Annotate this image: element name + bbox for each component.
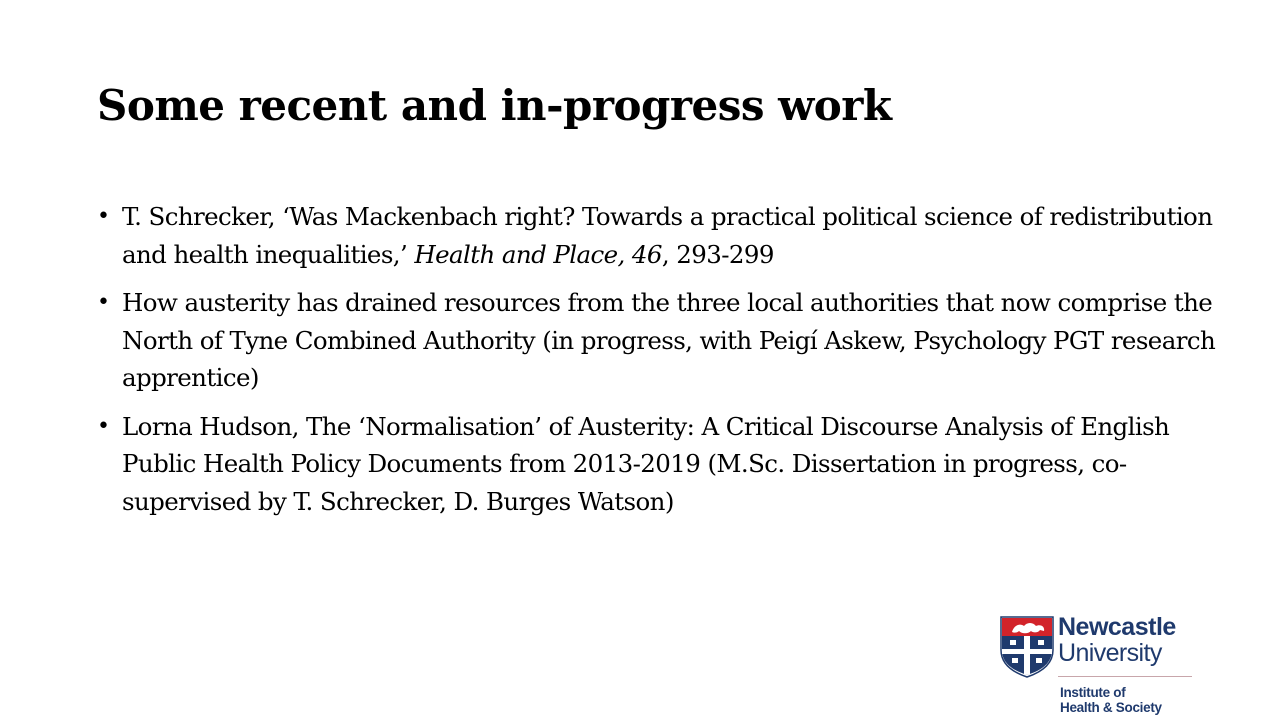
university-crest-icon [1000, 616, 1054, 678]
institute-name-line1: Institute of [1060, 685, 1126, 700]
bullet-text: Lorna Hudson, The ‘Normalisation’ of Austerity: A Critical Discourse Analysis of English Public Health Policy Documents from 2013-2019 (M.Sc. Dissertation in progress, co-supervised by T. Schrecker, D. Burges Watson) [122, 411, 1170, 516]
bullet-dot: • [97, 290, 110, 315]
university-name-line2: University [1058, 639, 1162, 667]
bullet-item-2 [97, 284, 1217, 397]
bullet-text-pages: , 293-299 [661, 239, 774, 269]
logo-divider [1058, 676, 1192, 677]
bullet-list [97, 198, 1217, 531]
university-name [1058, 614, 1176, 666]
university-name-line1: Newcastle [1058, 613, 1176, 641]
institute-name-line2: Health & Society [1060, 700, 1162, 715]
bullet-item-3 [97, 408, 1217, 521]
slide-title: Some recent and in-progress work [97, 81, 892, 130]
institute-name [1060, 685, 1162, 715]
bullet-text: How austerity has drained resources from the three local authorities that now comprise the North of Tyne Combined Authority (in progress, with Peigí Askew, Psychology PGT research apprentice) [122, 288, 1216, 392]
bullet-dot: • [97, 204, 110, 229]
bullet-text: T. Schrecker, ‘Was Mackenbach right? Towards a practical political science of redistribution and health inequalities,’ [122, 202, 1213, 269]
bullet-dot: • [97, 413, 110, 439]
journal-citation: Health and Place, 46 [414, 239, 662, 269]
newcastle-university-logo [1000, 614, 1200, 714]
bullet-item-1 [97, 198, 1217, 273]
